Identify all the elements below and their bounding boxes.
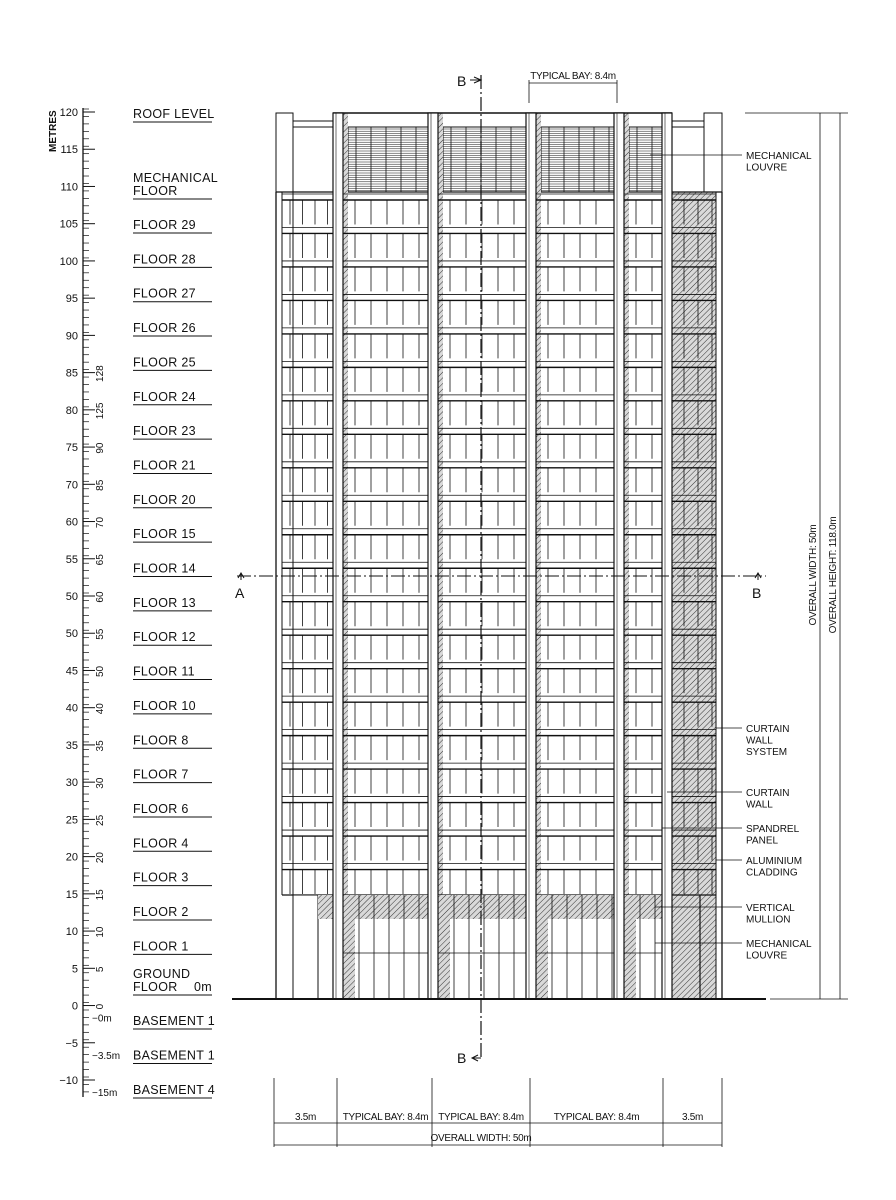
scale-tick-label: 40	[65, 702, 78, 715]
level-labels	[133, 107, 218, 1098]
annotation	[716, 724, 790, 758]
ground-spandrel	[438, 895, 526, 919]
parapet-right	[704, 113, 722, 192]
dimension-label: TYPICAL BAY: 8.4m	[530, 71, 616, 82]
level-label-text: BASEMENT 4	[133, 1083, 215, 1097]
level-label-text: FLOOR 23	[133, 424, 196, 439]
mechanical-louvre	[541, 127, 614, 192]
scale-secondary-label: 70	[95, 516, 106, 529]
scale-tick-label: 95	[65, 293, 78, 306]
level-label	[133, 699, 212, 714]
structural-column	[662, 113, 672, 999]
level-label-text: FLOOR 27	[133, 286, 196, 301]
roof-band	[438, 113, 526, 127]
scale-secondary-label: 90	[95, 442, 106, 454]
scale-tick-label: 5	[71, 963, 78, 976]
dimension-label: TYPICAL BAY: 8.4m	[342, 1112, 429, 1123]
section-mark-b-top: B	[457, 73, 467, 89]
scale-tick-label: 10	[65, 926, 78, 939]
mechanical-louvre	[443, 127, 526, 192]
scale-offset-label: −0m	[92, 1013, 112, 1025]
annotation-text: SPANDREL	[746, 824, 800, 835]
level-value: 0m	[194, 980, 212, 994]
annotation-text: PANEL	[746, 835, 779, 847]
level-label	[133, 218, 212, 233]
level-label	[133, 390, 212, 405]
scale-secondary-label: 30	[95, 777, 106, 789]
scale-tick-label: 110	[60, 181, 78, 194]
level-label-text: FLOOR 11	[133, 664, 195, 679]
level-label-text: FLOOR 1	[133, 939, 189, 954]
section-mark-a-left: A	[235, 585, 245, 601]
scale-tick-label: 30	[65, 777, 78, 790]
annotation-text: MECHANICAL	[746, 151, 812, 162]
level-label-text: BASEMENT 1	[133, 1048, 215, 1063]
section-mark-b-bottom: B	[457, 1050, 467, 1066]
level-label	[133, 596, 212, 611]
scale-tick-label: 15	[65, 888, 78, 901]
scale-tick-label: 105	[59, 218, 78, 231]
mechanical-louvre	[629, 127, 662, 192]
section-arrow-icon	[472, 1055, 481, 1061]
scale-unit-label: METRES	[48, 110, 59, 152]
level-label	[133, 1049, 215, 1064]
level-label	[133, 733, 212, 748]
level-label-text: FLOOR 15	[133, 527, 196, 542]
structural-column	[614, 113, 624, 999]
annotation-text: ALUMINIUM	[746, 856, 803, 867]
scale-tick-label: 45	[65, 665, 78, 678]
ground-spandrel	[343, 895, 428, 919]
level-label-text: FLOOR 28	[133, 252, 196, 267]
scale-secondary-label: 10	[95, 926, 106, 938]
annotation-text: MULLION	[746, 914, 791, 926]
scale-secondary-label: 50	[95, 665, 106, 678]
shadow-strip	[438, 113, 443, 895]
scale-tick-label: 55	[65, 553, 78, 566]
level-label	[133, 665, 212, 680]
section-arrow-icon	[470, 77, 481, 83]
level-label	[133, 630, 212, 645]
level-label	[133, 355, 212, 370]
level-label-text: FLOOR 3	[133, 870, 189, 885]
scale-secondary-label: 128	[95, 365, 106, 382]
annotation	[716, 856, 802, 879]
scale-tick-label: 85	[65, 367, 78, 380]
annotation-text: WALL	[746, 799, 773, 811]
section-mark-a-right: B	[752, 585, 762, 601]
shadow-strip	[624, 113, 629, 895]
scale-offset-label: −15m	[92, 1088, 118, 1099]
level-label-text: FLOOR 8	[133, 733, 189, 748]
level-label-text: BASEMENT 1	[133, 1014, 215, 1028]
roof-band	[624, 113, 662, 127]
dimension-label: OVERALL WIDTH: 50m	[430, 1133, 532, 1144]
scale-tick-label: 70	[65, 479, 78, 492]
annotation-text: CURTAIN	[746, 724, 790, 735]
ground-pier	[536, 895, 548, 999]
level-label-text: FLOOR 2	[133, 905, 189, 919]
scale-tick-label: 50	[65, 591, 78, 603]
level-label-text: FLOOR 7	[133, 767, 189, 782]
level-label	[133, 562, 212, 577]
scale-secondary-label: 20	[95, 852, 106, 864]
level-label-text: FLOOR 13	[133, 595, 196, 610]
annotation-text: LOUVRE	[746, 950, 788, 962]
structural-column	[333, 113, 343, 999]
scale-secondary-label: 85	[95, 479, 106, 491]
level-label-text: MECHANICAL	[133, 171, 218, 185]
level-label	[133, 252, 212, 267]
scale-tick-label: 60	[65, 516, 78, 529]
scale-tick-label: 80	[65, 404, 78, 417]
scale-tick-label: 35	[65, 739, 78, 752]
level-label	[133, 171, 218, 199]
scale-tick-label: 20	[65, 851, 78, 864]
roof-band	[536, 113, 614, 127]
scale-secondary-label: 15	[95, 889, 106, 901]
annotation-text: CLADDING	[746, 867, 798, 879]
scale-tick-label: 120	[59, 107, 78, 119]
section-arrow-icon	[755, 573, 761, 580]
annotation-text: LOUVRE	[746, 162, 788, 174]
entrance-void	[293, 895, 318, 999]
annotation-text: WALL	[746, 735, 773, 747]
scale-tick-label: 115	[60, 144, 78, 157]
annotation-text: CURTAIN	[746, 788, 790, 799]
level-label	[133, 458, 212, 473]
level-label	[133, 768, 212, 783]
ground-spandrel	[318, 895, 333, 919]
level-label-text: GROUND	[133, 967, 191, 981]
level-label-text: FLOOR 21	[133, 458, 196, 473]
level-label-text: FLOOR	[133, 980, 178, 994]
level-label-text: FLOOR 6	[133, 801, 189, 816]
annotation-text: SYSTEM	[746, 747, 788, 758]
ground-pier	[624, 895, 636, 999]
level-label	[133, 287, 212, 302]
level-label-text: ROOF LEVEL	[133, 107, 215, 121]
level-label	[133, 1014, 215, 1029]
dimension-label: 3.5m	[294, 1112, 317, 1123]
scale-secondary-label: 125	[95, 402, 106, 420]
scale-secondary-label: 0	[95, 1003, 106, 1010]
level-label-text: FLOOR 20	[133, 492, 196, 507]
scale-tick-label: 50	[65, 628, 78, 641]
level-label	[133, 967, 212, 995]
scale-tick-label: 90	[65, 330, 78, 343]
annotation-text: MECHANICAL	[746, 939, 812, 950]
level-label-text: FLOOR 26	[133, 321, 196, 336]
scale-secondary-label: 55	[95, 628, 106, 640]
dimension-label: TYPICAL BAY: 8.4m	[553, 1112, 640, 1123]
dimension-label: 3.5m	[681, 1112, 704, 1123]
level-label-text: FLOOR 25	[133, 355, 196, 370]
scale-tick-label: 25	[65, 814, 78, 827]
building-facade	[232, 113, 766, 999]
scale-secondary-label: 35	[95, 740, 106, 752]
level-label	[133, 905, 212, 920]
dimension-label-vertical: OVERALL WIDTH: 50m	[808, 524, 819, 626]
ground-pier	[438, 895, 450, 999]
level-label-text: FLOOR 12	[133, 630, 196, 645]
level-label	[133, 836, 212, 851]
level-label	[133, 939, 212, 954]
scale-secondary-label: 40	[95, 703, 106, 715]
level-label	[133, 871, 212, 886]
level-label	[133, 802, 212, 817]
ground-pier	[343, 895, 355, 999]
parapet-left	[276, 113, 293, 192]
level-label	[133, 527, 212, 542]
height-scale	[48, 107, 120, 1099]
level-label	[133, 1083, 215, 1098]
shadow-strip	[536, 113, 541, 895]
level-label-text: FLOOR	[133, 184, 178, 198]
level-label-text: FLOOR 4	[133, 836, 189, 851]
level-label	[133, 321, 212, 336]
dimensions	[274, 71, 848, 1147]
level-label-text: FLOOR 14	[133, 561, 196, 576]
structural-column	[428, 113, 438, 999]
scale-tick-label: 100	[59, 255, 78, 268]
dimension-label-vertical: OVERALL HEIGHT: 118.0m	[828, 516, 839, 634]
level-label	[133, 107, 215, 122]
level-label	[133, 493, 212, 508]
scale-tick-label: −10	[59, 1075, 78, 1087]
scale-offset-label: −3.5m	[92, 1050, 121, 1062]
structural-column	[526, 113, 536, 999]
level-label-text: FLOOR 29	[133, 218, 196, 232]
scale-secondary-label: 5	[95, 966, 106, 973]
level-label	[133, 424, 212, 439]
dimension-label: TYPICAL BAY: 8.4m	[438, 1112, 524, 1123]
scale-secondary-label: 25	[95, 814, 106, 826]
scale-secondary-label: 65	[95, 554, 106, 566]
annotation	[650, 151, 812, 174]
roof-band	[343, 113, 428, 127]
annotation-text: VERTICAL	[746, 903, 795, 914]
section-arrow-icon	[238, 573, 244, 580]
scale-tick-label: −5	[65, 1037, 78, 1050]
scale-tick-label: 75	[65, 442, 78, 455]
shadow-strip	[343, 113, 348, 895]
scale-secondary-label: 60	[95, 591, 106, 603]
level-label-text: FLOOR 10	[133, 698, 196, 713]
scale-tick-label: 0	[71, 1000, 78, 1013]
level-label-text: FLOOR 24	[133, 389, 196, 404]
